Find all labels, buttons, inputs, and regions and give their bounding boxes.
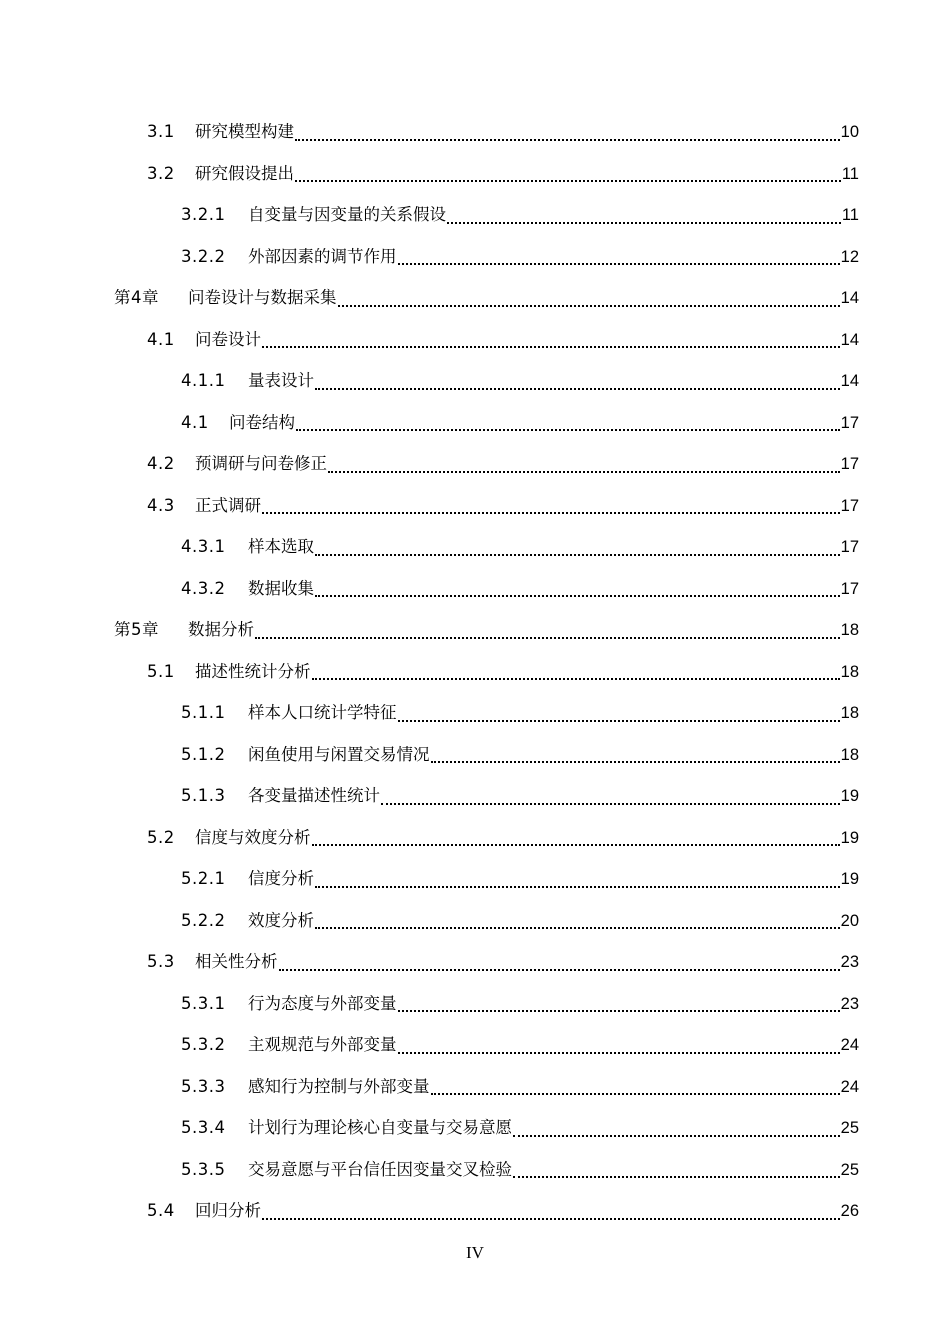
toc-entry-number: 5.1.3: [181, 786, 226, 805]
dot-leader: [431, 1092, 840, 1095]
toc-entry-title: 问卷设计: [195, 329, 261, 349]
toc-entry[interactable]: [181, 1150, 859, 1190]
toc-entry[interactable]: [147, 486, 859, 526]
toc-entry[interactable]: [147, 652, 859, 692]
toc-entry-title: 描述性统计分析: [195, 661, 311, 681]
dot-leader: [398, 262, 840, 265]
toc-entry-page: 18: [840, 704, 859, 722]
toc-entry-page: 11: [841, 206, 859, 224]
toc-entry-page: 17: [840, 496, 859, 515]
toc-entry[interactable]: [147, 444, 859, 484]
toc-entry-number: 5.4: [147, 1201, 175, 1220]
toc-entry-title: 相关性分析: [195, 952, 278, 971]
toc-entry-number: 5.1.1: [181, 703, 226, 722]
toc-entry-page: 10: [840, 123, 859, 141]
toc-entry-number: 5.1: [147, 661, 175, 681]
toc-entry-title: 感知行为控制与外部变量: [248, 1076, 430, 1096]
toc-entry-title: 研究假设提出: [195, 163, 294, 183]
toc-entry-title: 信度分析: [248, 869, 314, 888]
toc-entry[interactable]: [181, 237, 859, 277]
dot-leader: [315, 926, 840, 929]
toc-entry[interactable]: [147, 112, 859, 152]
toc-entry[interactable]: [181, 1108, 859, 1148]
toc-entry-number: 4.1: [147, 329, 175, 349]
toc-entry-page: 11: [841, 164, 859, 183]
toc-entry-title: 正式调研: [195, 495, 261, 515]
toc-entry[interactable]: [181, 735, 859, 775]
dot-leader: [398, 719, 840, 722]
toc-entry-title: 数据收集: [248, 578, 314, 598]
toc-entry-title: 数据分析: [188, 620, 254, 639]
dot-leader: [279, 968, 840, 971]
toc-entry-page: 19: [840, 828, 859, 847]
page-number: IV: [466, 1243, 484, 1262]
toc-entry-page: 14: [840, 289, 859, 307]
toc-entry[interactable]: [181, 984, 859, 1024]
toc-entry[interactable]: [147, 154, 859, 194]
toc-entry-number: 4.3: [147, 495, 175, 515]
toc-entry[interactable]: [181, 901, 859, 941]
dot-leader: [295, 138, 840, 141]
dot-leader: [255, 636, 840, 639]
dot-leader: [315, 885, 840, 888]
toc-entry-page: 18: [840, 662, 859, 681]
toc-entry-page: 14: [840, 330, 859, 349]
toc-entry-title: 研究模型构建: [195, 122, 294, 141]
dot-leader: [513, 1134, 840, 1137]
toc-entry-number: 5.3.5: [181, 1159, 226, 1179]
toc-entry[interactable]: [147, 1191, 859, 1231]
toc-entry-title: 交易意愿与平台信任因变量交叉检验: [248, 1159, 512, 1179]
dot-leader: [398, 1051, 840, 1054]
dot-leader: [381, 802, 840, 805]
toc-entry-title: 样本选取: [248, 537, 314, 556]
toc-entry[interactable]: [181, 569, 859, 609]
dot-leader: [296, 428, 840, 431]
toc-entry-title: 问卷设计与数据采集: [188, 288, 337, 307]
toc-entry-title: 主观规范与外部变量: [248, 1035, 397, 1054]
toc-entry-number: 3.2.1: [181, 205, 226, 224]
toc-entry[interactable]: [114, 610, 859, 650]
toc-entry-title: 各变量描述性统计: [248, 786, 380, 805]
toc-entry-title: 行为态度与外部变量: [248, 993, 397, 1013]
toc-entry-title: 问卷结构: [229, 412, 295, 432]
dot-leader: [447, 221, 841, 224]
toc-entry-title: 样本人口统计学特征: [248, 703, 397, 722]
toc-entry-page: 19: [840, 870, 859, 888]
toc-entry[interactable]: [181, 1025, 859, 1065]
toc-entry-page: 24: [840, 1036, 859, 1054]
toc-entry[interactable]: [147, 818, 859, 858]
toc-entry-page: 23: [840, 994, 859, 1013]
toc-entry-number: 4.2: [147, 454, 175, 473]
dot-leader: [513, 1175, 840, 1178]
dot-leader: [312, 843, 840, 846]
toc-entry[interactable]: [181, 361, 859, 401]
toc-entry-number: 4.1.1: [181, 371, 226, 390]
toc-entry-title: 回归分析: [195, 1201, 261, 1220]
toc-entry-page: 18: [840, 745, 859, 764]
toc-entry[interactable]: [181, 859, 859, 899]
dot-leader: [315, 553, 840, 556]
dot-leader: [328, 470, 840, 473]
toc-entry-page: 18: [840, 621, 859, 639]
dot-leader: [262, 511, 840, 514]
toc-entry-number: 4.1: [181, 412, 209, 432]
dot-leader: [315, 594, 840, 597]
dot-leader: [312, 677, 840, 680]
toc-entry-page: 12: [840, 247, 859, 266]
toc-entry-title: 外部因素的调节作用: [248, 246, 397, 266]
toc-entry-page: 19: [840, 787, 859, 805]
dot-leader: [431, 760, 840, 763]
toc-entry[interactable]: [181, 693, 859, 733]
toc-entry-page: 14: [840, 372, 859, 390]
toc-entry-page: 17: [840, 413, 859, 432]
toc-entry[interactable]: [147, 942, 859, 982]
toc-entry-number: 5.3.1: [181, 993, 226, 1013]
toc-entry-number: 3.1: [147, 122, 175, 141]
toc-entry-number: 5.3.4: [181, 1118, 226, 1137]
toc-entry-page: 17: [840, 579, 859, 598]
toc-entry-number: 5.3.2: [181, 1035, 226, 1054]
toc-entry-page: 26: [840, 1202, 859, 1220]
toc-entry-number: 3.2.2: [181, 246, 226, 266]
toc-entry-number: 5.3.3: [181, 1076, 226, 1096]
toc-entry-page: 20: [840, 911, 859, 930]
toc-entry[interactable]: [114, 278, 859, 318]
toc-entry-title: 计划行为理论核心自变量与交易意愿: [248, 1118, 512, 1137]
toc-entry-page: 24: [840, 1077, 859, 1096]
toc-entry-title: 闲鱼使用与闲置交易情况: [248, 744, 430, 764]
toc-entry-number: 5.1.2: [181, 744, 226, 764]
toc-entry-title: 预调研与问卷修正: [195, 454, 327, 473]
toc-entry-page: 17: [840, 538, 859, 556]
dot-leader: [262, 1217, 840, 1220]
toc-entry-title: 信度与效度分析: [195, 827, 311, 847]
toc-entry-number: 4.3.1: [181, 537, 226, 556]
toc-entry-number: 4.3.2: [181, 578, 226, 598]
toc-entry-number: 5.3: [147, 952, 175, 971]
toc-entry-number: 5.2.1: [181, 869, 226, 888]
dot-leader: [338, 304, 840, 307]
toc-entry-title: 量表设计: [248, 371, 314, 390]
dot-leader: [295, 179, 841, 182]
toc-entry-number: 第5章: [114, 620, 159, 639]
dot-leader: [315, 387, 840, 390]
toc-entry-title: 自变量与因变量的关系假设: [248, 205, 446, 224]
toc-entry[interactable]: [181, 776, 859, 816]
toc-entry[interactable]: [181, 403, 859, 443]
toc-entry-title: 效度分析: [248, 910, 314, 930]
toc-entry-page: 17: [840, 455, 859, 473]
dot-leader: [262, 345, 840, 348]
toc-entry-number: 5.2: [147, 827, 175, 847]
toc-entry-number: 第4章: [114, 288, 159, 307]
dot-leader: [398, 1009, 840, 1012]
toc-entry-page: 23: [840, 953, 859, 971]
toc-entry[interactable]: [181, 527, 859, 567]
toc-entry[interactable]: [147, 320, 859, 360]
toc-entry[interactable]: [181, 1067, 859, 1107]
toc-entry-number: 3.2: [147, 163, 175, 183]
toc-entry-page: 25: [840, 1119, 859, 1137]
toc-entry-number: 5.2.2: [181, 910, 226, 930]
toc-entry-page: 25: [840, 1160, 859, 1179]
toc-entry[interactable]: [181, 195, 859, 235]
